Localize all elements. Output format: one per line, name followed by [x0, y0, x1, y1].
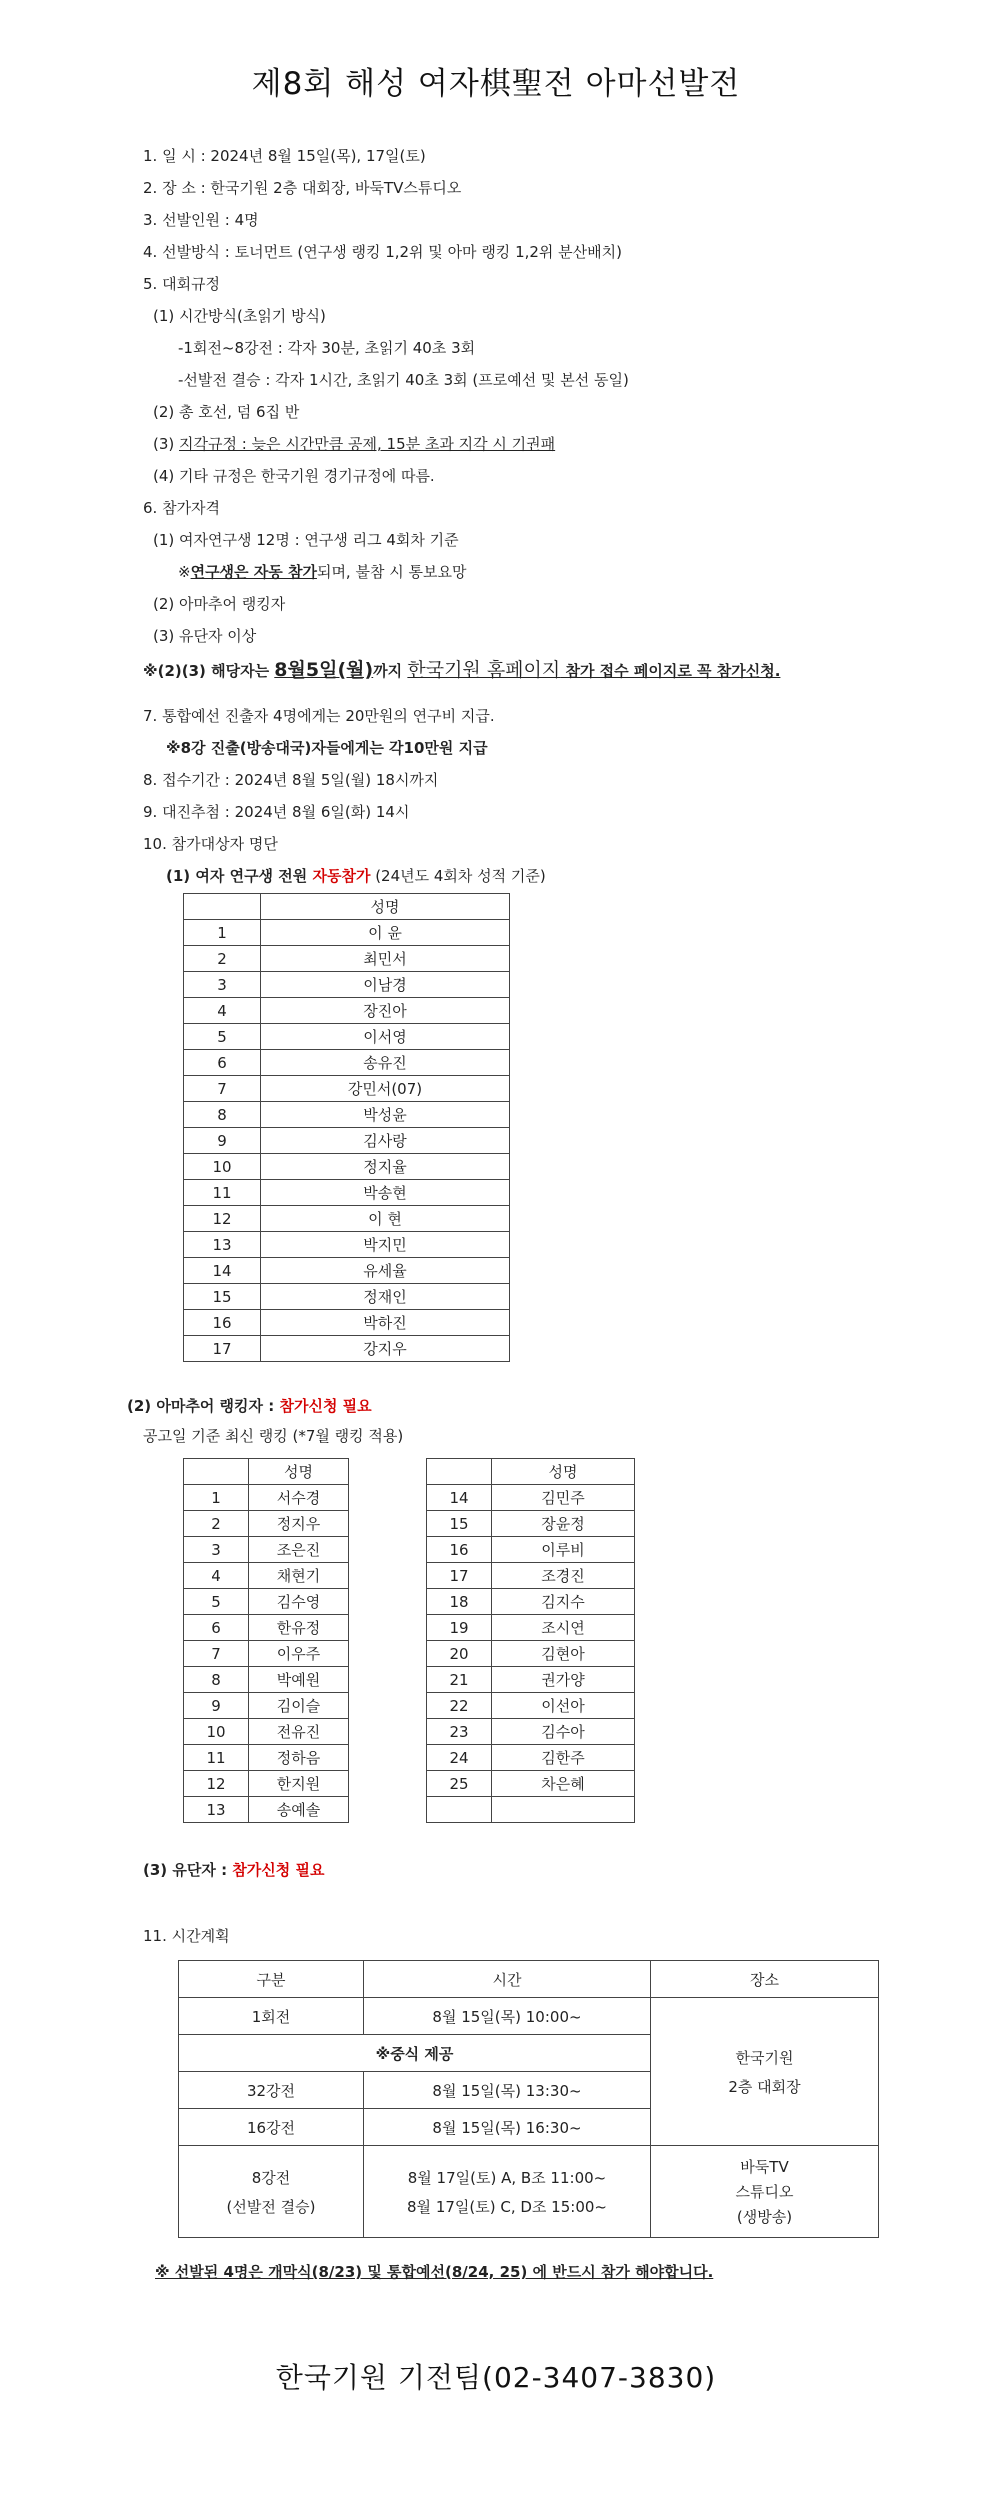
row-name [492, 1797, 635, 1823]
table-row [427, 1485, 635, 1511]
prize-note: ※8강 진출(방송대국)자들에게는 각10만원 지급 [166, 739, 488, 757]
table-row [184, 1310, 510, 1336]
row-number: 10 [184, 1154, 261, 1180]
row-number: 6 [184, 1615, 249, 1641]
table-row [427, 1719, 635, 1745]
row-name: 김수아 [492, 1719, 635, 1745]
row-name: 한지원 [249, 1771, 349, 1797]
row-number: 11 [184, 1180, 261, 1206]
table-row [184, 920, 510, 946]
table-row [427, 1615, 635, 1641]
schedule-header [179, 1961, 879, 1998]
table-row [184, 1258, 510, 1284]
table-row [427, 1693, 635, 1719]
row-name: 박송현 [261, 1180, 510, 1206]
table-row [427, 1641, 635, 1667]
table-row [184, 972, 510, 998]
row-number: 7 [184, 1641, 249, 1667]
row-number: 10 [184, 1719, 249, 1745]
row-number: 4 [184, 1563, 249, 1589]
rule-time-a: -1회전~8강전 : 각자 30분, 초읽기 40초 3회 [178, 339, 476, 357]
header-name: 성명 [249, 1459, 349, 1485]
schedule-row [179, 1998, 879, 2035]
elig-students: (1) 여자연구생 12명 : 연구생 리그 4회차 기준 [153, 531, 459, 549]
row-number: 9 [184, 1128, 261, 1154]
row-name: 한유정 [249, 1615, 349, 1641]
table-row [184, 1180, 510, 1206]
row-number: 6 [184, 1050, 261, 1076]
table-row [184, 1745, 349, 1771]
row-number: 17 [427, 1563, 492, 1589]
table-row [427, 1537, 635, 1563]
row-name: 조은진 [249, 1537, 349, 1563]
round-time: 8월 15일(목) 16:30~ [364, 2109, 651, 2146]
row-name: 이서영 [261, 1024, 510, 1050]
place-studio: 바둑TV 스튜디오 (생방송) [651, 2146, 879, 2238]
round-time: 8월 15일(목) 13:30~ [364, 2072, 651, 2109]
lunch-note: ※중식 제공 [179, 2035, 651, 2072]
row-name: 장진아 [261, 998, 510, 1024]
row-number: 20 [427, 1641, 492, 1667]
row-name: 정재인 [261, 1284, 510, 1310]
row-name: 박예원 [249, 1667, 349, 1693]
row-number: 9 [184, 1693, 249, 1719]
row-name: 최민서 [261, 946, 510, 972]
item-method: 4. 선발방식 : 토너먼트 (연구생 랭킹 1,2위 및 아마 랭킹 1,2위 분산배치) [143, 243, 622, 261]
item-list: 10. 참가대상자 명단 [143, 835, 278, 853]
table-row [427, 1771, 635, 1797]
row-name: 장윤정 [492, 1511, 635, 1537]
table-row [184, 1206, 510, 1232]
table-row [184, 1336, 510, 1362]
row-name: 김사랑 [261, 1128, 510, 1154]
footer-contact: 한국기원 기전팀(02-3407-3830) [275, 2361, 717, 2394]
row-name: 김지수 [492, 1589, 635, 1615]
row-name: 이루비 [492, 1537, 635, 1563]
table-row [184, 1771, 349, 1797]
row-number: 15 [427, 1511, 492, 1537]
row-name: 김한주 [492, 1745, 635, 1771]
row-name: 김이슬 [249, 1693, 349, 1719]
round-label: 8강전 (선발전 결승) [179, 2146, 364, 2238]
row-name: 조경진 [492, 1563, 635, 1589]
table-row [427, 1589, 635, 1615]
rule-late: (3) 지각규정 : 늦은 시간만큼 공제, 15분 초과 지각 시 기권패 [153, 435, 556, 453]
row-number: 25 [427, 1771, 492, 1797]
header-number [427, 1459, 492, 1485]
row-number: 18 [427, 1589, 492, 1615]
header-number [184, 1459, 249, 1485]
section2-subtitle: 공고일 기준 최신 랭킹 (*7월 랭킹 적용) [143, 1427, 404, 1445]
section2-heading: (2) 아마추어 랭킹자 : 참가신청 필요 [127, 1397, 372, 1415]
row-name: 유세율 [261, 1258, 510, 1284]
table-row [427, 1797, 635, 1823]
item-deadline: 8. 접수기간 : 2024년 8월 5일(월) 18시까지 [143, 771, 439, 789]
row-number: 24 [427, 1745, 492, 1771]
row-number: 5 [184, 1589, 249, 1615]
table-row [184, 1667, 349, 1693]
row-name: 권가양 [492, 1667, 635, 1693]
header-time: 시간 [364, 1961, 651, 1998]
header-name: 성명 [261, 894, 510, 920]
row-number: 2 [184, 1511, 249, 1537]
row-number [427, 1797, 492, 1823]
row-number: 12 [184, 1771, 249, 1797]
table-row [184, 1693, 349, 1719]
item-rules: 5. 대회규정 [143, 275, 221, 293]
section3-heading: (3) 유단자 : 참가신청 필요 [143, 1861, 325, 1879]
row-name: 정지율 [261, 1154, 510, 1180]
row-number: 14 [184, 1258, 261, 1284]
row-name: 이남경 [261, 972, 510, 998]
row-number: 3 [184, 972, 261, 998]
schedule-row [179, 2146, 879, 2238]
row-name: 이 윤 [261, 920, 510, 946]
row-number: 5 [184, 1024, 261, 1050]
item-draw: 9. 대진추첨 : 2024년 8월 6일(화) 14시 [143, 803, 410, 821]
row-name: 채현기 [249, 1563, 349, 1589]
row-name: 김수영 [249, 1589, 349, 1615]
table-row [184, 1563, 349, 1589]
item-schedule: 11. 시간계획 [143, 1927, 230, 1945]
table-row [184, 1797, 349, 1823]
elig-students-note: ※연구생은 자동 참가되며, 불참 시 통보요망 [178, 563, 467, 581]
rule-time-b: -선발전 결승 : 각자 1시간, 초읽기 40초 3회 (프로예선 및 본선 동일) [178, 371, 629, 389]
table-row [184, 1128, 510, 1154]
item-eligibility: 6. 참가자격 [143, 499, 221, 517]
row-number: 14 [427, 1485, 492, 1511]
row-number: 2 [184, 946, 261, 972]
table-row [427, 1511, 635, 1537]
row-name: 조시연 [492, 1615, 635, 1641]
table-row [184, 1076, 510, 1102]
row-number: 1 [184, 1485, 249, 1511]
table-row [184, 1102, 510, 1128]
table-row [184, 1615, 349, 1641]
round-label: 1회전 [179, 1998, 364, 2035]
row-name: 서수경 [249, 1485, 349, 1511]
row-name: 김민주 [492, 1485, 635, 1511]
elig-amateur: (2) 아마추어 랭킹자 [153, 595, 286, 613]
item-date: 1. 일 시 : 2024년 8월 15일(목), 17일(토) [143, 147, 426, 165]
rule-komi: (2) 총 호선, 덤 6집 반 [153, 403, 300, 421]
row-number: 23 [427, 1719, 492, 1745]
table-row [184, 946, 510, 972]
table-header [184, 894, 510, 920]
round-time: 8월 15일(목) 10:00~ [364, 1998, 651, 2035]
header-number [184, 894, 261, 920]
row-name: 박하진 [261, 1310, 510, 1336]
table-row [427, 1745, 635, 1771]
table-row [184, 1154, 510, 1180]
row-number: 1 [184, 920, 261, 946]
row-name: 전유진 [249, 1719, 349, 1745]
item-prize: 7. 통합예선 진출자 4명에게는 20만원의 연구비 지급. [143, 707, 495, 725]
table-row [184, 1511, 349, 1537]
row-number: 8 [184, 1102, 261, 1128]
row-name: 정지우 [249, 1511, 349, 1537]
row-name: 이우주 [249, 1641, 349, 1667]
row-name: 강지우 [261, 1336, 510, 1362]
row-number: 8 [184, 1667, 249, 1693]
table-row [184, 1232, 510, 1258]
row-number: 16 [427, 1537, 492, 1563]
row-name: 이선아 [492, 1693, 635, 1719]
place-hall: 한국기원 2층 대회장 [651, 1998, 879, 2146]
row-name: 송예솔 [249, 1797, 349, 1823]
table-row [184, 1589, 349, 1615]
table-row [427, 1563, 635, 1589]
row-name: 김현아 [492, 1641, 635, 1667]
page-title: 제8회 해성 여자棋聖전 아마선발전 [251, 66, 741, 102]
table-row [184, 1485, 349, 1511]
table-row [184, 1641, 349, 1667]
amateur-table-right [426, 1458, 635, 1823]
row-number: 13 [184, 1232, 261, 1258]
row-name: 정하음 [249, 1745, 349, 1771]
header-name: 성명 [492, 1459, 635, 1485]
elig-dan: (3) 유단자 이상 [153, 627, 257, 645]
student-table [183, 893, 510, 1362]
table-header [184, 1459, 349, 1485]
row-name: 차은혜 [492, 1771, 635, 1797]
table-header [427, 1459, 635, 1485]
table-row [184, 1284, 510, 1310]
row-number: 13 [184, 1797, 249, 1823]
row-number: 12 [184, 1206, 261, 1232]
table-row [184, 1537, 349, 1563]
round-label: 32강전 [179, 2072, 364, 2109]
row-name: 박지민 [261, 1232, 510, 1258]
row-number: 3 [184, 1537, 249, 1563]
table-row [184, 1719, 349, 1745]
round-label: 16강전 [179, 2109, 364, 2146]
row-name: 강민서(07) [261, 1076, 510, 1102]
row-number: 4 [184, 998, 261, 1024]
rule-other: (4) 기타 규정은 한국기원 경기규정에 따름. [153, 467, 435, 485]
rule-time: (1) 시간방식(초읽기 방식) [153, 307, 326, 325]
round-time: 8월 17일(토) A, B조 11:00~ 8월 17일(토) C, D조 15:00~ [364, 2146, 651, 2238]
item-place: 2. 장 소 : 한국기원 2층 대회장, 바둑TV스튜디오 [143, 179, 462, 197]
apply-notice: ※(2)(3) 해당자는 8월5일(월)까지 한국기원 홈페이지 참가 접수 페이지로 꼭 참가신청. [143, 659, 781, 681]
row-name: 송유진 [261, 1050, 510, 1076]
table-row [184, 1024, 510, 1050]
final-notice: ※ 선발된 4명은 개막식(8/23) 및 통합예선(8/24, 25) 에 반드시 참가 해야합니다. [155, 2263, 714, 2281]
table-row [184, 1050, 510, 1076]
row-number: 19 [427, 1615, 492, 1641]
row-number: 22 [427, 1693, 492, 1719]
row-name: 이 현 [261, 1206, 510, 1232]
row-number: 21 [427, 1667, 492, 1693]
section1-heading: (1) 여자 연구생 전원 자동참가 (24년도 4회차 성적 기준) [166, 867, 546, 885]
row-number: 7 [184, 1076, 261, 1102]
row-number: 11 [184, 1745, 249, 1771]
row-number: 15 [184, 1284, 261, 1310]
row-number: 16 [184, 1310, 261, 1336]
amateur-table-left [183, 1458, 349, 1823]
item-count: 3. 선발인원 : 4명 [143, 211, 259, 229]
header-place: 장소 [651, 1961, 879, 1998]
schedule-table [178, 1960, 879, 2238]
row-name: 박성윤 [261, 1102, 510, 1128]
table-row [427, 1667, 635, 1693]
header-division: 구분 [179, 1961, 364, 1998]
row-number: 17 [184, 1336, 261, 1362]
table-row [184, 998, 510, 1024]
